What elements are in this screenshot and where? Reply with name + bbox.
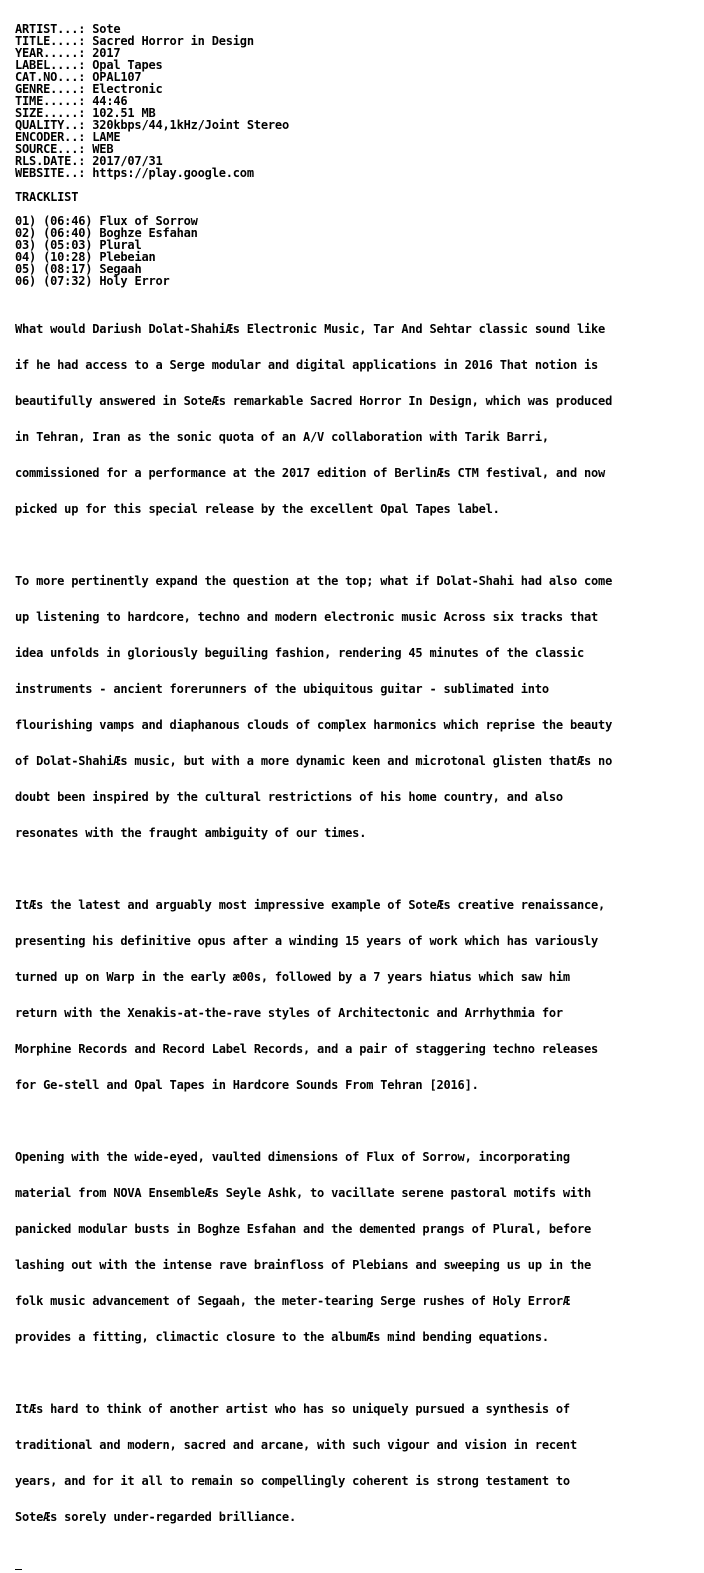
- text-line: Opening with the wide-eyed, vaulted dimensions of Flux of Sorrow, incorporating: [15, 1150, 570, 1164]
- tracklist: [15, 215, 695, 287]
- info-value: WEB: [92, 142, 114, 156]
- text-line: up listening to hardcore, techno and modern electronic music Across six tracks that: [15, 610, 599, 624]
- text-line: To more pertinently expand the question at the top; what if Dolat-Shahi had also come: [15, 574, 613, 588]
- text-line: panicked modular busts in Boghze Esfahan and the demented prangs of Plural, before: [15, 1222, 592, 1236]
- text-line: return with the Xenakis-at-the-rave styles of Architectonic and Arrhythmia for: [15, 1006, 563, 1020]
- text-line: ItÆs the latest and arguably most impressive example of SoteÆs creative renaissance,: [15, 898, 606, 912]
- spacer: [15, 539, 695, 551]
- text-line: idea unfolds in gloriously beguiling fashion, rendering 45 minutes of the classic: [15, 646, 584, 660]
- info-value: Sote: [92, 22, 121, 36]
- text-line: doubt been inspired by the cultural restrictions of his home country, and also: [15, 790, 563, 804]
- spacer: [15, 1367, 695, 1379]
- text-line: beautifully answered in SoteÆs remarkable Sacred Horror In Design, which was produced: [15, 394, 613, 408]
- info-value: 102.51 MB: [92, 106, 156, 120]
- text-line: of Dolat-ShahiÆs music, but with a more dynamic keen and microtonal glisten thatÆs no: [15, 754, 613, 768]
- text-line: Morphine Records and Record Label Records, and a pair of staggering techno releases: [15, 1042, 599, 1056]
- info-value: Sacred Horror in Design: [92, 34, 254, 48]
- track-number: 06): [15, 274, 37, 288]
- info-key: GENRE....:: [15, 82, 86, 96]
- text-line: if he had access to a Serge modular and digital applications in 2016 That notion is: [15, 358, 599, 372]
- track-title: Holy Error: [99, 274, 170, 288]
- info-value: OPAL107: [92, 70, 142, 84]
- track-number: 05): [15, 262, 37, 276]
- text-line: picked up for this special release by the excellent Opal Tapes label.: [15, 502, 500, 516]
- track-number: 04): [15, 250, 37, 264]
- info-value: https://play.google.com: [92, 166, 254, 180]
- tracklist-heading: TRACKLIST: [15, 190, 79, 204]
- info-key: LABEL....:: [15, 58, 86, 72]
- info-key: TIME.....:: [15, 94, 86, 108]
- text-cursor: [15, 1559, 695, 1571]
- info-key: RLS.DATE.:: [15, 154, 86, 168]
- track-title: Boghze Esfahan: [99, 226, 198, 240]
- spacer: [15, 863, 695, 875]
- info-value: Electronic: [92, 82, 163, 96]
- info-value: Opal Tapes: [92, 58, 163, 72]
- text-line: for Ge-stell and Opal Tapes in Hardcore Sounds From Tehran [2016].: [15, 1078, 479, 1092]
- text-line: instruments - ancient forerunners of the ubiquitous guitar - sublimated into: [15, 682, 549, 696]
- info-key: WEBSITE..:: [15, 166, 86, 180]
- info-key: SIZE.....:: [15, 106, 86, 120]
- cursor-underscore: [15, 1559, 22, 1571]
- info-value: 320kbps/44,1kHz/Joint Stereo: [92, 118, 289, 132]
- nfo-document: [15, 23, 695, 1571]
- track-duration: (06:46): [43, 214, 93, 228]
- info-key: YEAR.....:: [15, 46, 86, 60]
- text-line: traditional and modern, sacred and arcane, with such vigour and vision in recent: [15, 1438, 577, 1452]
- text-line: flourishing vamps and diaphanous clouds of complex harmonics which reprise the beauty: [15, 718, 613, 732]
- info-key: CAT.NO...:: [15, 70, 86, 84]
- info-key: SOURCE...:: [15, 142, 86, 156]
- track-title: Plural: [99, 238, 142, 252]
- info-value: 44:46: [92, 94, 128, 108]
- text-line: provides a fitting, climactic closure to the albumÆs mind bending equations.: [15, 1330, 549, 1344]
- text-line: turned up on Warp in the early æ00s, followed by a 7 years hiatus which saw him: [15, 970, 570, 984]
- track-number: 01): [15, 214, 37, 228]
- track-duration: (07:32): [43, 274, 93, 288]
- text-line: years, and for it all to remain so compellingly coherent is strong testament to: [15, 1474, 570, 1488]
- track-duration: (10:28): [43, 250, 93, 264]
- text-line: commissioned for a performance at the 2017 edition of BerlinÆs CTM festival, and now: [15, 466, 606, 480]
- text-line: in Tehran, Iran as the sonic quota of an A/V collaboration with Tarik Barri,: [15, 430, 549, 444]
- info-value: 2017: [92, 46, 121, 60]
- text-line: resonates with the fraught ambiguity of our times.: [15, 826, 367, 840]
- description-paragraph-2: [15, 551, 695, 863]
- info-line-website: [15, 167, 695, 179]
- description-paragraph-5: [15, 1379, 695, 1547]
- track-number: 03): [15, 238, 37, 252]
- info-value: LAME: [92, 130, 121, 144]
- text-line: ItÆs hard to think of another artist who has so uniquely pursued a synthesis of: [15, 1402, 570, 1416]
- text-line: SoteÆs sorely under-regarded brilliance.: [15, 1510, 296, 1524]
- track-number: 02): [15, 226, 37, 240]
- text-line: lashing out with the intense rave brainfloss of Plebians and sweeping us up in the: [15, 1258, 592, 1272]
- info-key: ENCODER..:: [15, 130, 86, 144]
- track-row: [15, 275, 695, 287]
- track-duration: (05:03): [43, 238, 93, 252]
- track-duration: (06:40): [43, 226, 93, 240]
- spacer: [15, 1115, 695, 1127]
- description-paragraph-3: [15, 875, 695, 1115]
- track-duration: (08:17): [43, 262, 93, 276]
- info-key: TITLE....:: [15, 34, 86, 48]
- text-line: material from NOVA EnsembleÆs Seyle Ashk, to vacillate serene pastoral motifs with: [15, 1186, 592, 1200]
- track-title: Plebeian: [99, 250, 156, 264]
- info-key: ARTIST...:: [15, 22, 86, 36]
- description-paragraph-1: [15, 299, 695, 539]
- spacer: [15, 1547, 695, 1559]
- info-line-encoder: [15, 131, 695, 143]
- text-line: presenting his definitive opus after a winding 15 years of work which has variously: [15, 934, 599, 948]
- text-line: folk music advancement of Segaah, the meter-tearing Serge rushes of Holy ErrorÆ: [15, 1294, 570, 1308]
- track-title: Flux of Sorrow: [99, 214, 198, 228]
- spacer: [15, 287, 695, 299]
- spacer: [15, 179, 695, 191]
- description-paragraph-4: [15, 1127, 695, 1367]
- info-key: QUALITY..:: [15, 118, 86, 132]
- text-line: What would Dariush Dolat-ShahiÆs Electronic Music, Tar And Sehtar classic sound like: [15, 322, 606, 336]
- track-title: Segaah: [99, 262, 142, 276]
- release-info: [15, 23, 695, 179]
- info-value: 2017/07/31: [92, 154, 163, 168]
